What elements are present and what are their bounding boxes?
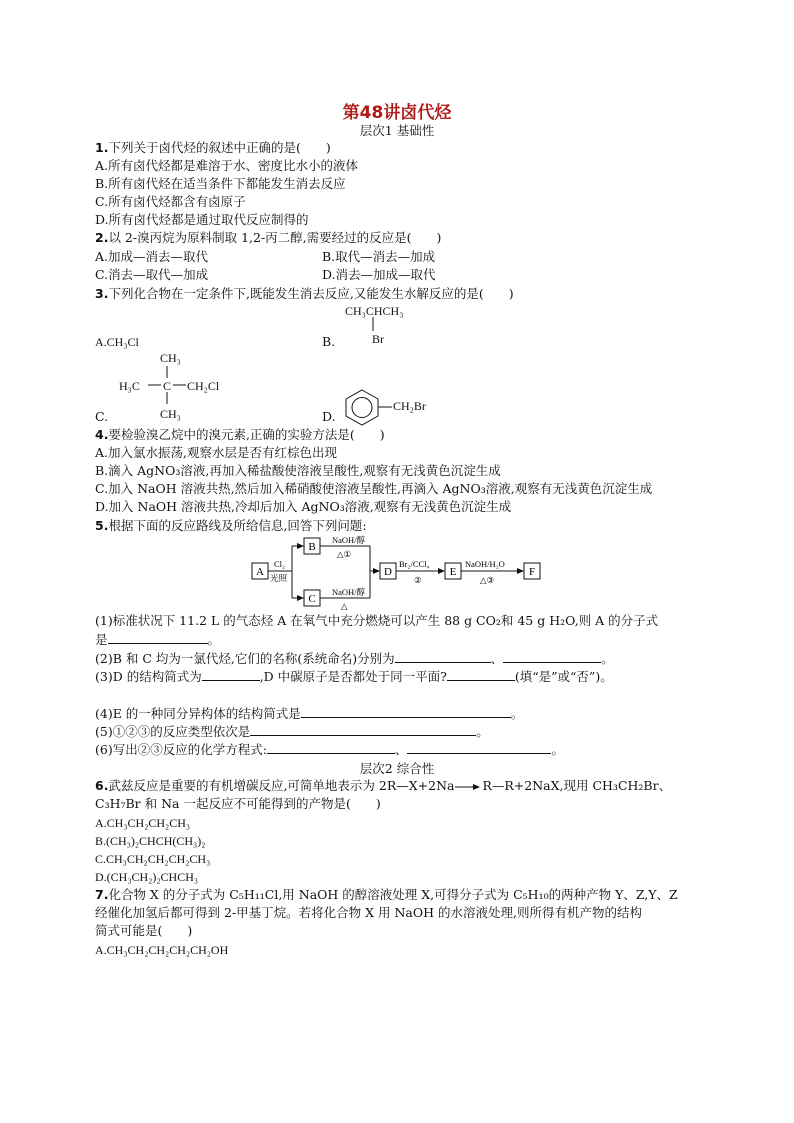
q5-part-4: (4)E 的一种同分异构体的结构简式是 。: [95, 706, 524, 721]
q1-stem: 1.下列关于卤代烃的叙述中正确的是( ): [95, 140, 331, 155]
q6-option-b: B.(CH₃)₂CHCH(CH₃)₂: [95, 834, 206, 848]
scheme-cond-e: NaOH/H₂O: [465, 559, 505, 569]
q3-option-c-label: C.: [95, 409, 109, 424]
scheme-light: 光照: [270, 573, 288, 583]
scheme-e: E: [449, 566, 457, 578]
q6-stem-line-2: C₃H₇Br 和 Na 一起反应不可能得到的产物是( ): [95, 796, 381, 811]
q7-stem-line-2: 经催化加氢后都可得到 2-甲基丁烷。若将化合物 X 用 NaOH 的水溶液处理,则所得有机产物的结构: [95, 905, 642, 920]
answer-blank[interactable]: [301, 705, 511, 718]
scheme-step-d: ②: [414, 575, 422, 585]
q5-stem: 5.根据下面的反应路线及所给信息,回答下列问题:: [95, 518, 367, 533]
q4-option-c: C.加入 NaOH 溶液共热,然后加入稀硝酸使溶液呈酸性,再滴入 AgNO₃溶液,观察有无浅黄色沉淀生成: [95, 481, 653, 496]
scheme-cond-d: Br₂/CCl₄: [399, 559, 430, 569]
q1-option-b: B.所有卤代烃在适当条件下都能发生消去反应: [95, 176, 346, 191]
scheme-f: F: [528, 566, 536, 578]
q3-c-middle-c: C: [163, 379, 172, 393]
answer-blank[interactable]: [395, 650, 491, 663]
q3-option-d-label: D.: [322, 409, 336, 424]
q2-option-a: A.加成—消去—取代: [95, 249, 209, 264]
scheme-step-b: △①: [337, 549, 352, 559]
answer-blank[interactable]: [250, 723, 476, 736]
scheme-step-c: △: [341, 601, 348, 610]
q5-part-1-answer: 是 。: [95, 632, 221, 647]
q4-option-b: B.滴入 AgNO₃溶液,再加入稀盐酸使溶液呈酸性,观察有无浅黄色沉淀生成: [95, 463, 501, 478]
q3-option-d-group: CH₂Br: [393, 399, 426, 413]
q3-stem: 3.下列化合物在一定条件下,既能发生消去反应,又能发生水解反应的是( ): [95, 286, 514, 301]
reaction-scheme: [248, 534, 550, 610]
q3-d-bond: [378, 398, 394, 418]
scheme-cond-c: NaOH/醇: [332, 587, 366, 597]
q2-stem: 2.以 2-溴丙烷为原料制取 1,2-丙二醇,需要经过的反应是( ): [95, 230, 442, 245]
scheme-cl2: Cl₂: [274, 559, 285, 569]
q3-option-b-top: CH₃CHCH₃: [345, 304, 404, 318]
q3-c-top: CH₃: [160, 351, 181, 365]
q3-option-b-bottom: Br: [372, 332, 384, 346]
scheme-step-e: △③: [480, 575, 495, 585]
scheme-cond-b: NaOH/醇: [332, 535, 366, 545]
q5-part-6: (6)写出②③反应的化学方程式: 、 。: [95, 742, 564, 757]
answer-blank[interactable]: [267, 741, 395, 754]
q6-option-d: D.(CH₃CH₂)₂CHCH₃: [95, 870, 199, 884]
q4-option-a: A.加入氯水振荡,观察水层是否有红棕色出现: [95, 445, 337, 460]
q3-option-b-label: B.: [322, 334, 336, 349]
q6-stem-line-1: 6.武兹反应是重要的有机增碳反应,可简单地表示为 2R—X+2Na R—R+2NaX,现用 CH₃CH₂Br、: [95, 778, 672, 793]
q3-c-middle-right: CH₂Cl: [187, 379, 220, 393]
q1-option-a: A.所有卤代烃都是难溶于水、密度比水小的液体: [95, 158, 359, 173]
q6-option-a: A.CH₃CH₂CH₂CH₃: [95, 816, 191, 830]
page-title: 第48讲卤代烃: [342, 103, 452, 123]
q1-option-d: D.所有卤代烃都是通过取代反应制得的: [95, 212, 309, 227]
q5-part-1: (1)标准状况下 11.2 L 的气态烃 A 在氧气中充分燃烧可以产生 88 g CO₂和 45 g H₂O,则 A 的分子式: [95, 613, 659, 628]
answer-blank[interactable]: [407, 741, 551, 754]
answer-blank[interactable]: [503, 650, 601, 663]
scheme-b: B: [308, 541, 316, 553]
q6-option-c: C.CH₃CH₂CH₂CH₂CH₃: [95, 852, 211, 866]
answer-blank[interactable]: [202, 668, 260, 681]
q3-option-a: A.CH₃Cl: [95, 335, 139, 349]
q4-stem: 4.要检验溴乙烷中的溴元素,正确的实验方法是( ): [95, 427, 385, 442]
q7-stem-line-1: 7.化合物 X 的分子式为 C₅H₁₁Cl,用 NaOH 的醇溶液处理 X,可得分子式为 C₅H₁₀的两种产物 Y、Z,Y、Z: [95, 887, 678, 902]
q7-stem-line-3: 简式可能是( ): [95, 923, 193, 938]
q3-c-bottom: CH₃: [160, 407, 181, 421]
q5-part-2: (2)B 和 C 均为一氯代烃,它们的名称(系统命名)分别为 、 。: [95, 651, 614, 666]
level-1-heading: 层次1 基础性: [359, 123, 435, 138]
q1-option-c: C.所有卤代烃都含有卤原子: [95, 194, 246, 209]
q7-option-a: A.CH₃CH₂CH₂CH₂CH₂OH: [95, 943, 229, 957]
q2-option-b: B.取代—消去—加成: [322, 249, 436, 264]
scheme-d: D: [384, 566, 392, 578]
q3-c-middle-left: H₃C: [119, 379, 140, 393]
q2-option-c: C.消去—取代—加成: [95, 267, 209, 282]
answer-blank[interactable]: [447, 668, 515, 681]
arrow-icon: [455, 782, 481, 792]
q4-option-d: D.加入 NaOH 溶液共热,冷却后加入 AgNO₃溶液,观察有无浅黄色沉淀生成: [95, 499, 512, 514]
answer-blank[interactable]: [108, 631, 208, 644]
q2-option-d: D.消去—加成—取代: [322, 267, 436, 282]
q5-part-5: (5)①②③的反应类型依次是 。: [95, 724, 489, 739]
scheme-a: A: [256, 566, 264, 578]
scheme-c: C: [308, 593, 316, 605]
q5-part-3: (3)D 的结构简式为 ,D 中碳原子是否都处于同一平面? (填“是”或“否”)。: [95, 669, 613, 684]
level-2-heading: 层次2 综合性: [359, 761, 435, 776]
